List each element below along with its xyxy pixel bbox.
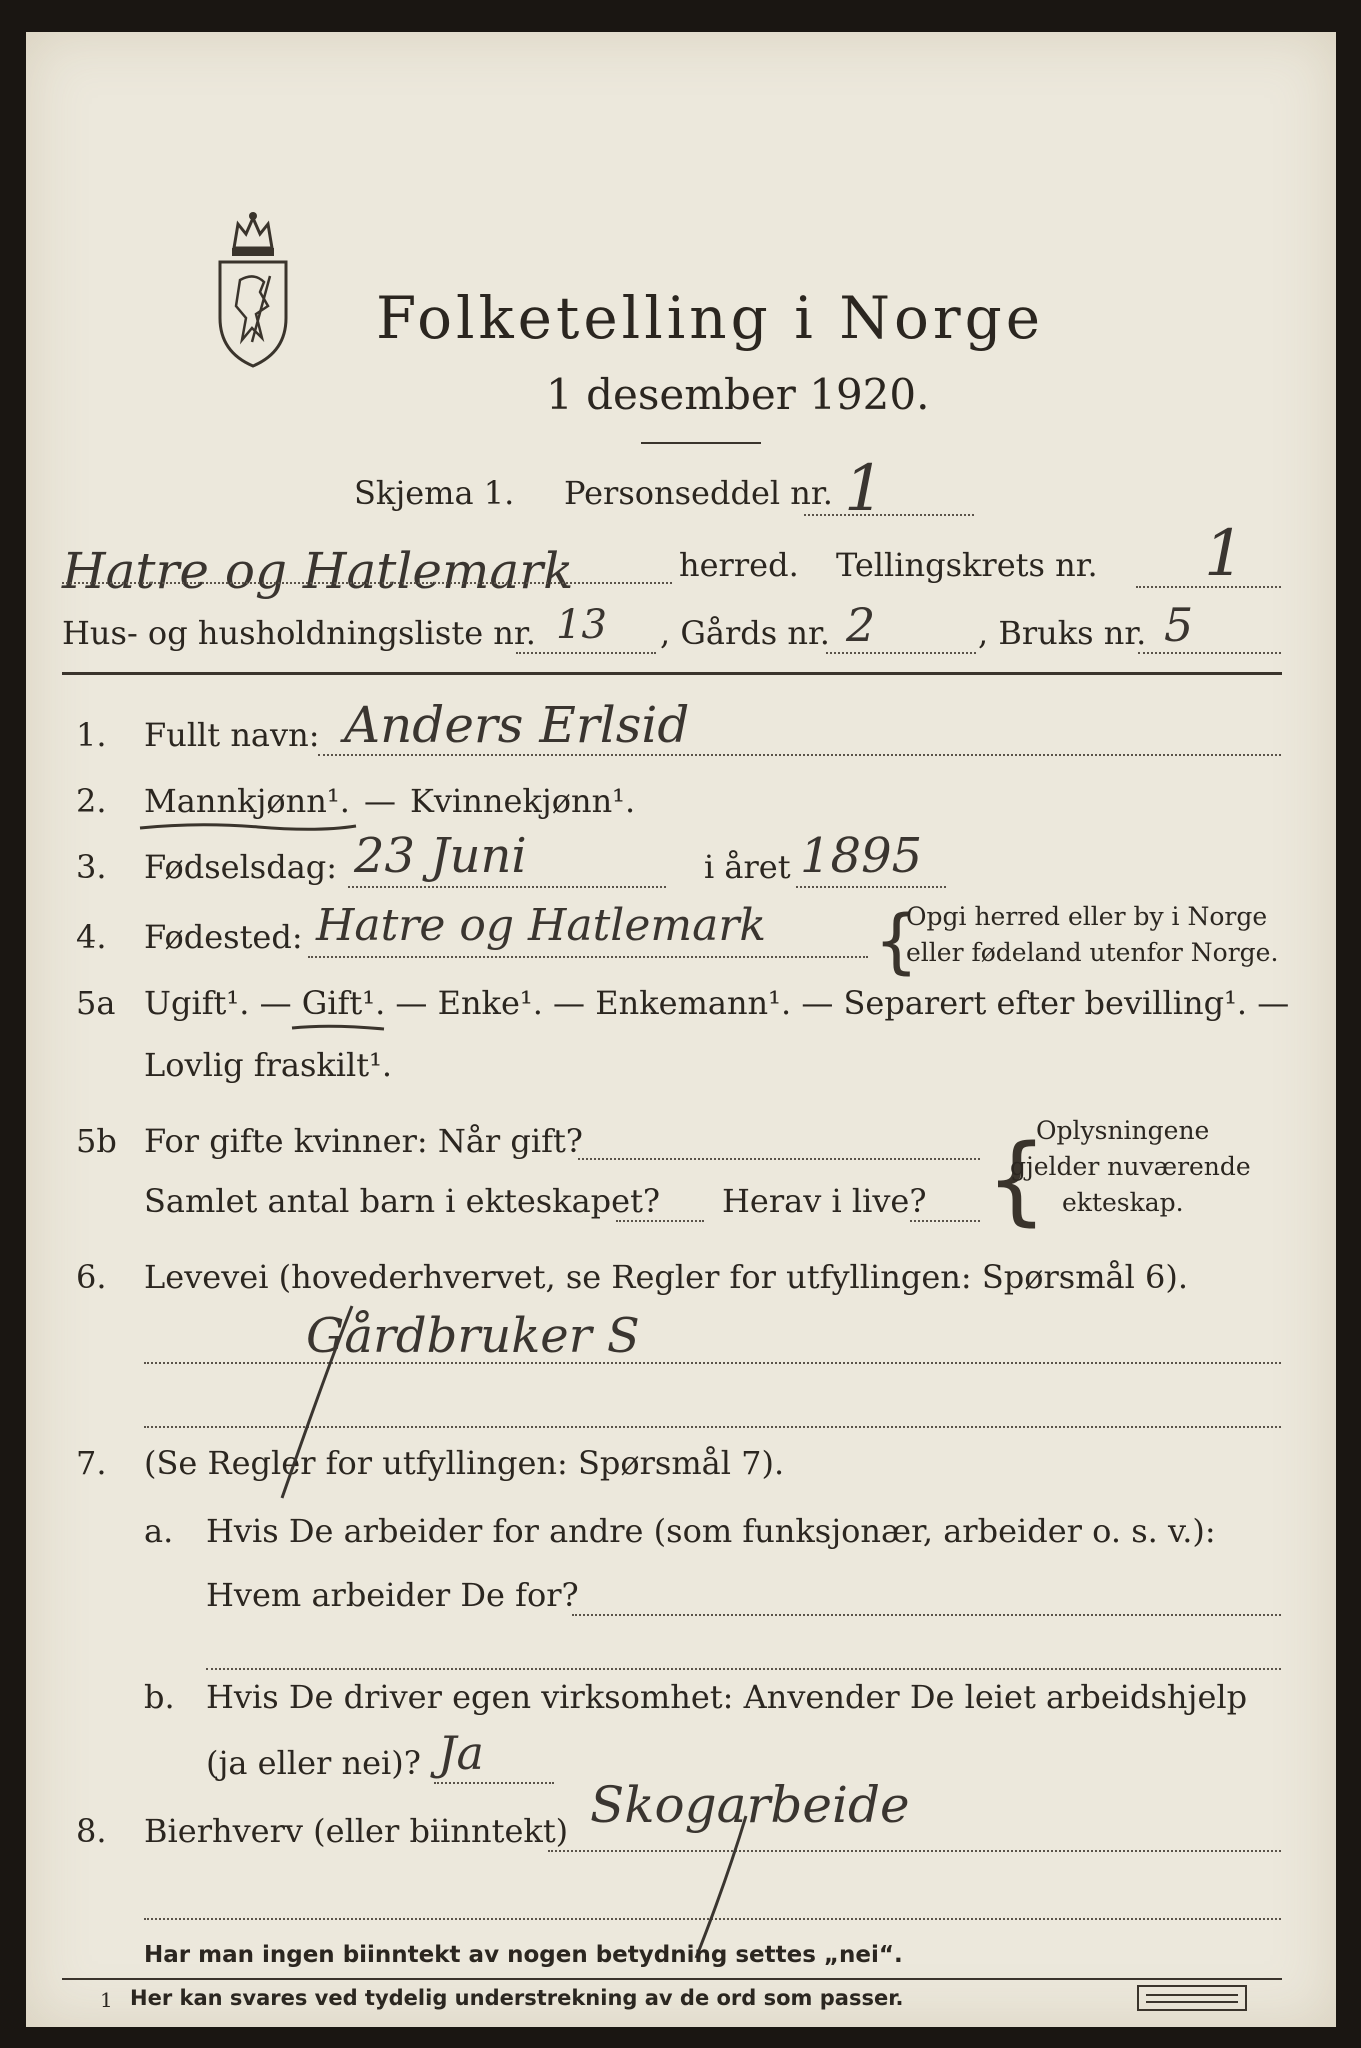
q3-day-line bbox=[348, 886, 666, 888]
q5b-note-line1: Oplysningene bbox=[1036, 1116, 1210, 1145]
q6-label: Levevei (hovederhvervet, se Regler for utfyllingen: Spørsmål 6). bbox=[144, 1258, 1189, 1296]
q8-line bbox=[548, 1850, 1281, 1852]
norway-coat-of-arms-icon bbox=[212, 210, 294, 370]
q5a-options-line2[interactable]: Lovlig fraskilt¹. bbox=[144, 1046, 393, 1084]
bruks-label: , Bruks nr. bbox=[978, 614, 1147, 652]
personseddel-value[interactable]: 1 bbox=[844, 452, 885, 526]
q7a-employer-label: Hvem arbeider De for? bbox=[206, 1576, 579, 1614]
q2-male-option[interactable]: Mannkjønn¹. bbox=[144, 782, 350, 820]
q8-label: Bierhverv (eller biinntekt) bbox=[144, 1812, 569, 1850]
footnote-text: Her kan svares ved tydelig understrekning av de ord som passer. bbox=[130, 1986, 904, 2010]
q5a-number: 5a bbox=[76, 984, 116, 1022]
tellingskrets-value[interactable]: 1 bbox=[1204, 517, 1245, 591]
husliste-value[interactable]: 13 bbox=[556, 602, 607, 648]
tellingskrets-label: Tellingskrets nr. bbox=[836, 546, 1098, 584]
gards-line bbox=[826, 652, 976, 654]
check-stroke-icon-2 bbox=[690, 1812, 750, 1962]
q7b-letter: b. bbox=[144, 1678, 175, 1716]
q1-name-value[interactable]: Anders Erlsid bbox=[344, 696, 690, 754]
herred-line bbox=[62, 582, 672, 584]
q7a-line1: Hvis De arbeider for andre (som funksjonær, arbeider o. s. v.): bbox=[206, 1512, 1216, 1550]
q4-label: Fødested: bbox=[144, 918, 303, 956]
census-form-page bbox=[26, 32, 1336, 2027]
q5b-children-line bbox=[616, 1220, 704, 1222]
footnote-number: 1 bbox=[100, 1988, 113, 2012]
no-income-note: Har man ingen biinntekt av nogen betydning settes „nei“. bbox=[144, 1942, 903, 1968]
q1-number: 1. bbox=[76, 716, 107, 754]
q7a-employer-line bbox=[572, 1614, 1281, 1616]
herred-label: herred. bbox=[679, 546, 799, 584]
personseddel-line bbox=[804, 514, 974, 516]
title-divider bbox=[641, 442, 761, 444]
gards-value[interactable]: 2 bbox=[846, 598, 876, 652]
q3-number: 3. bbox=[76, 848, 107, 886]
q4-birthplace-value[interactable]: Hatre og Hatlemark bbox=[316, 900, 767, 951]
bruks-line bbox=[1138, 652, 1281, 654]
q6-occupation-value[interactable]: Gårdbruker S bbox=[306, 1308, 640, 1364]
check-stroke-icon bbox=[276, 1302, 356, 1502]
q5b-number: 5b bbox=[76, 1122, 117, 1160]
husliste-label: Hus- og husholdningsliste nr. bbox=[62, 614, 536, 652]
husliste-line bbox=[516, 652, 656, 654]
q5b-children-label: Samlet antal barn i ekteskapet? bbox=[144, 1182, 661, 1220]
q2-separator: — bbox=[364, 782, 396, 820]
q5b-brace: { bbox=[986, 1124, 1048, 1236]
bruks-value[interactable]: 5 bbox=[1164, 598, 1194, 652]
q3-year-value[interactable]: 1895 bbox=[800, 828, 923, 884]
q3-birthday-value[interactable]: 23 Juni bbox=[354, 828, 527, 884]
q2-female-option[interactable]: Kvinnekjønn¹. bbox=[410, 782, 636, 820]
q5b-alive-line bbox=[910, 1220, 980, 1222]
q4-brace: { bbox=[874, 900, 919, 982]
q5b-note-line2: gjelder nuværende bbox=[1010, 1152, 1251, 1181]
personseddel-label: Personseddel nr. bbox=[564, 474, 833, 512]
q7b-yesno-value[interactable]: Ja bbox=[438, 1726, 484, 1780]
q5b-alive-label: Herav i live? bbox=[722, 1182, 927, 1220]
q4-line bbox=[308, 956, 868, 958]
q5a-gift-underline bbox=[290, 1022, 386, 1034]
form-date: 1 desember 1920. bbox=[546, 370, 930, 419]
q5b-married-line bbox=[578, 1158, 980, 1160]
q2-number: 2. bbox=[76, 782, 107, 820]
q7b-yesno-label: (ja eller nei)? bbox=[206, 1744, 421, 1782]
q7-number: 7. bbox=[76, 1444, 107, 1482]
herred-value[interactable]: Hatre og Hatlemark bbox=[62, 542, 574, 600]
footnote-rule bbox=[62, 1978, 1282, 1980]
q1-label: Fullt navn: bbox=[144, 716, 320, 754]
q4-note-line1: Opgi herred eller by i Norge bbox=[906, 902, 1268, 931]
printer-stamp-icon bbox=[1136, 1984, 1248, 2012]
q5a-options-line1[interactable]: Ugift¹. — Gift¹. — Enke¹. — Enkemann¹. — Separert efter bevilling¹. — bbox=[144, 984, 1290, 1022]
q7b-yesno-line bbox=[434, 1782, 554, 1784]
q7a-extra-line bbox=[206, 1668, 1281, 1670]
q5b-note-line3: ekteskap. bbox=[1062, 1188, 1184, 1217]
q3-label: Fødselsdag: bbox=[144, 848, 338, 886]
q3-year-label: i året bbox=[704, 848, 791, 886]
q1-line bbox=[318, 754, 1281, 756]
q3-year-line bbox=[796, 886, 946, 888]
gards-label: , Gårds nr. bbox=[660, 614, 830, 652]
q7-label: (Se Regler for utfyllingen: Spørsmål 7). bbox=[144, 1444, 785, 1482]
q4-number: 4. bbox=[76, 918, 107, 956]
header-rule bbox=[62, 672, 1282, 675]
q4-note-line2: eller fødeland utenfor Norge. bbox=[906, 938, 1279, 967]
skjema-label: Skjema 1. bbox=[354, 474, 515, 512]
q7b-line1: Hvis De driver egen virksomhet: Anvender De leiet arbeidshjelp bbox=[206, 1678, 1248, 1716]
q6-number: 6. bbox=[76, 1258, 107, 1296]
q8-side-income-value[interactable]: Skogarbeide bbox=[590, 1776, 910, 1834]
q2-male-underline bbox=[138, 820, 358, 834]
q7a-letter: a. bbox=[144, 1512, 174, 1550]
q8-number: 8. bbox=[76, 1812, 107, 1850]
form-title: Folketelling i Norge bbox=[376, 284, 1045, 352]
q5b-married-label: For gifte kvinner: Når gift? bbox=[144, 1122, 583, 1160]
